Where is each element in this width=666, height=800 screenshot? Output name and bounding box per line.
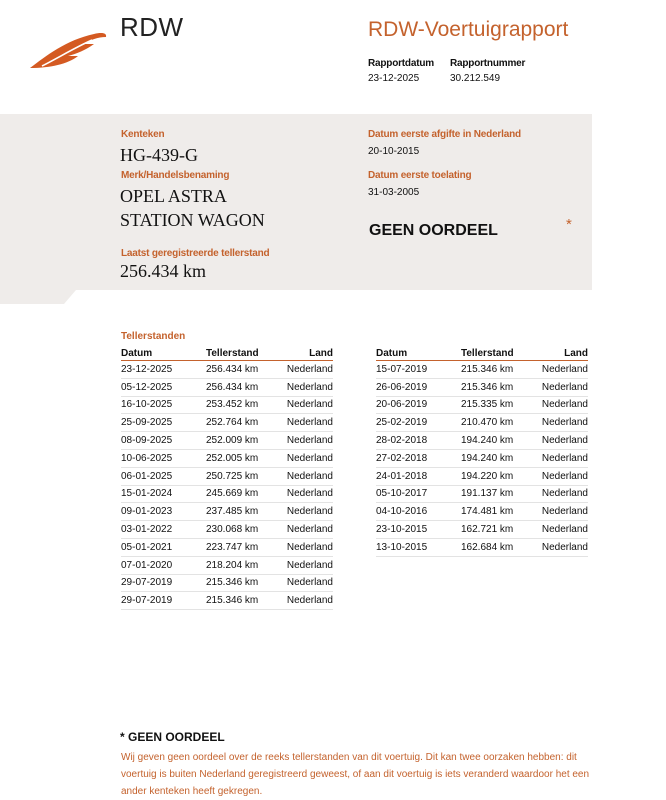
table-row: [376, 467, 588, 485]
table-row: [121, 538, 333, 556]
column-header-country: Land: [536, 346, 588, 361]
reading-country: Nederland: [536, 467, 588, 485]
reading-date: 07-01-2020: [121, 556, 206, 574]
table-row: [376, 378, 588, 396]
first-nl-label: Datum eerste afgifte in Nederland: [368, 129, 521, 140]
column-header-country: Land: [281, 346, 333, 361]
reading-value: 194.240 km: [461, 449, 536, 467]
reading-country: Nederland: [281, 378, 333, 396]
reading-value: 215.346 km: [461, 378, 536, 396]
brand-name: RDW: [120, 12, 184, 42]
table-row: [121, 521, 333, 539]
reading-value: 252.005 km: [206, 449, 281, 467]
reading-date: 04-10-2016: [376, 503, 461, 521]
table-row: [121, 361, 333, 379]
reading-date: 24-01-2018: [376, 467, 461, 485]
reading-value: 191.137 km: [461, 485, 536, 503]
reading-date: 28-02-2018: [376, 432, 461, 450]
report-date-label: Rapportdatum: [368, 58, 434, 69]
reading-value: 256.434 km: [206, 378, 281, 396]
table-row: [121, 485, 333, 503]
vehicle-panel: [0, 114, 592, 304]
reading-country: Nederland: [536, 449, 588, 467]
reading-country: Nederland: [536, 503, 588, 521]
reading-date: 27-02-2018: [376, 449, 461, 467]
reading-date: 16-10-2025: [121, 396, 206, 414]
table-row: [121, 378, 333, 396]
reading-country: Nederland: [536, 378, 588, 396]
report-number-label: Rapportnummer: [450, 58, 526, 69]
report-date-value: 23-12-2025: [368, 73, 420, 84]
reading-date: 05-10-2017: [376, 485, 461, 503]
footnote-text: Wij geven geen oordeel over de reeks tellerstanden van dit voertuig. Dit kan twee oorzaken hebben: dit voertuig is buiten Nederland geregistreerd geweest, of aan dit voertuig is iets veranderd waardoor het een ander kenteken heeft gekregen.: [121, 752, 590, 797]
reading-country: Nederland: [536, 396, 588, 414]
table-row: [376, 521, 588, 539]
first-nl-value: 20-10-2015: [368, 146, 420, 157]
column-header-reading: Tellerstand: [461, 346, 536, 361]
table-row: [121, 574, 333, 592]
report-date-block: [368, 58, 434, 84]
reading-date: 08-09-2025: [121, 432, 206, 450]
reading-date: 05-12-2025: [121, 378, 206, 396]
reading-country: Nederland: [536, 485, 588, 503]
table-row: [376, 361, 588, 379]
reading-value: 252.764 km: [206, 414, 281, 432]
table-row: [376, 538, 588, 556]
odometer-label: Laatst geregistreerde tellerstand: [121, 248, 270, 259]
first-admission-label: Datum eerste toelating: [368, 170, 472, 181]
reading-value: 215.335 km: [461, 396, 536, 414]
reading-value: 223.747 km: [206, 538, 281, 556]
table-row: [121, 396, 333, 414]
reading-date: 25-02-2019: [376, 414, 461, 432]
reading-value: 215.346 km: [206, 574, 281, 592]
make-label: Merk/Handelsbenaming: [121, 170, 230, 181]
reading-country: Nederland: [281, 449, 333, 467]
reading-date: 10-06-2025: [121, 449, 206, 467]
column-header-reading: Tellerstand: [206, 346, 281, 361]
reading-country: Nederland: [281, 414, 333, 432]
reading-value: 210.470 km: [461, 414, 536, 432]
reading-country: Nederland: [281, 361, 333, 379]
table-row: [121, 503, 333, 521]
table-row: [121, 414, 333, 432]
rdw-logo-icon: [28, 26, 108, 72]
plate-value: HG-439-G: [120, 145, 198, 165]
reading-date: 15-07-2019: [376, 361, 461, 379]
reading-date: 15-01-2024: [121, 485, 206, 503]
report-title: RDW-Voertuigrapport: [368, 18, 569, 41]
reading-value: 215.346 km: [461, 361, 536, 379]
footnote-title: * GEEN OORDEEL: [120, 730, 225, 744]
reading-date: 09-01-2023: [121, 503, 206, 521]
reading-country: Nederland: [536, 432, 588, 450]
reading-value: 250.725 km: [206, 467, 281, 485]
reading-country: Nederland: [281, 432, 333, 450]
reading-country: Nederland: [281, 521, 333, 539]
reading-date: 05-01-2021: [121, 538, 206, 556]
table-row: [121, 432, 333, 450]
make-line-2: STATION WAGON: [120, 210, 265, 230]
table-row: [376, 396, 588, 414]
table-header-row: [121, 346, 333, 361]
reading-value: 215.346 km: [206, 592, 281, 610]
reading-value: 174.481 km: [461, 503, 536, 521]
reading-date: 29-07-2019: [121, 592, 206, 610]
table-row: [376, 503, 588, 521]
reading-date: 03-01-2022: [121, 521, 206, 539]
reading-value: 245.669 km: [206, 485, 281, 503]
reading-value: 237.485 km: [206, 503, 281, 521]
reading-value: 162.721 km: [461, 521, 536, 539]
reading-value: 162.684 km: [461, 538, 536, 556]
reading-country: Nederland: [281, 592, 333, 610]
reading-country: Nederland: [281, 467, 333, 485]
reading-country: Nederland: [536, 538, 588, 556]
column-header-date: Datum: [376, 346, 461, 361]
reading-date: 13-10-2015: [376, 538, 461, 556]
reading-country: Nederland: [281, 396, 333, 414]
reading-date: 25-09-2025: [121, 414, 206, 432]
report-number-value: 30.212.549: [450, 73, 501, 84]
readings-table-left: [121, 346, 333, 610]
report-number-block: [450, 58, 525, 84]
reading-value: 252.009 km: [206, 432, 281, 450]
table-row: [121, 556, 333, 574]
reading-date: 06-01-2025: [121, 467, 206, 485]
reading-date: 23-10-2015: [376, 521, 461, 539]
table-row: [376, 449, 588, 467]
reading-country: Nederland: [281, 503, 333, 521]
table-row: [121, 592, 333, 610]
reading-country: Nederland: [536, 414, 588, 432]
reading-date: 23-12-2025: [121, 361, 206, 379]
make-line-1: OPEL ASTRA: [120, 186, 227, 206]
table-row: [376, 414, 588, 432]
reading-value: 194.220 km: [461, 467, 536, 485]
reading-country: Nederland: [281, 556, 333, 574]
first-admission-value: 31-03-2005: [368, 187, 420, 198]
reading-country: Nederland: [281, 574, 333, 592]
reading-date: 29-07-2019: [121, 574, 206, 592]
column-header-date: Datum: [121, 346, 206, 361]
reading-country: Nederland: [281, 485, 333, 503]
reading-country: Nederland: [536, 521, 588, 539]
table-row: [121, 449, 333, 467]
reading-value: 194.240 km: [461, 432, 536, 450]
verdict-footnote-marker: *: [566, 216, 572, 233]
odometer-value: 256.434 km: [120, 261, 207, 281]
plate-label: Kenteken: [121, 129, 165, 140]
table-row: [376, 485, 588, 503]
reading-value: 256.434 km: [206, 361, 281, 379]
reading-date: 26-06-2019: [376, 378, 461, 396]
reading-value: 230.068 km: [206, 521, 281, 539]
reading-date: 20-06-2019: [376, 396, 461, 414]
reading-country: Nederland: [281, 538, 333, 556]
reading-value: 253.452 km: [206, 396, 281, 414]
table-row: [121, 467, 333, 485]
verdict-text: GEEN OORDEEL: [369, 222, 498, 239]
readings-table-right: [376, 346, 588, 557]
reading-value: 218.204 km: [206, 556, 281, 574]
readings-title: Tellerstanden: [121, 331, 186, 342]
table-header-row: [376, 346, 588, 361]
reading-country: Nederland: [536, 361, 588, 379]
table-row: [376, 432, 588, 450]
